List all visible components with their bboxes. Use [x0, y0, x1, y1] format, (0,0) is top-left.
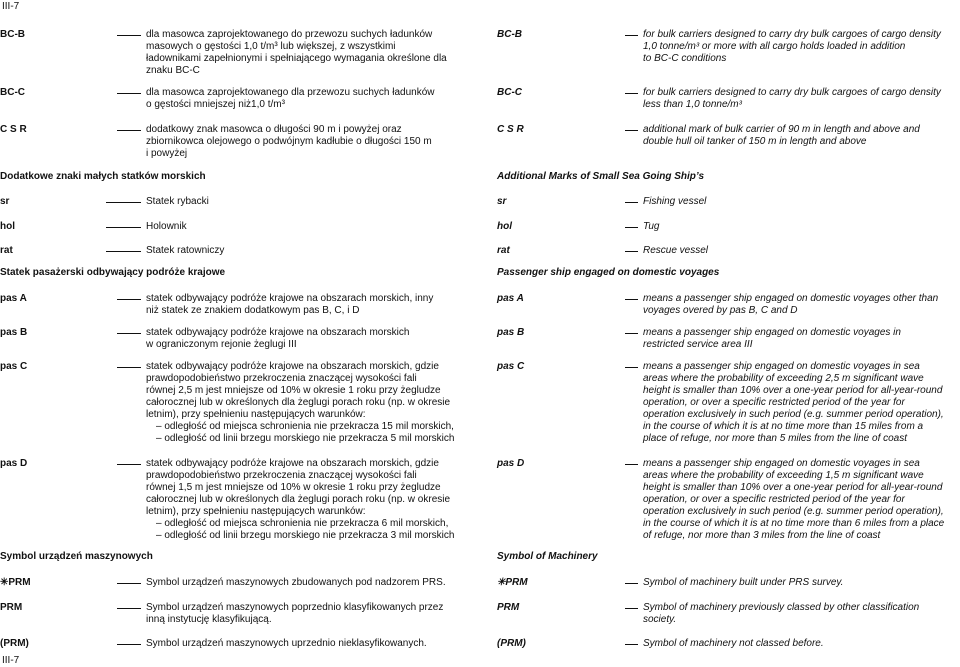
em-dash-separator — [625, 202, 638, 203]
em-dash-separator — [106, 251, 141, 252]
description-line: means a passenger ship engaged on domestic voyages other than — [643, 293, 939, 304]
description-line: letnim), przy spełnieniu następujących warunków: — [146, 506, 366, 517]
page-number-bottom: III-7 — [2, 655, 20, 666]
passenger-mark-description — [643, 458, 960, 542]
bulk-mark-code: C S R — [0, 124, 27, 135]
description-line: society. — [643, 614, 677, 625]
description-line: całorocznej lub w określonych dla żeglugi porach roku (np. w okresie — [146, 397, 451, 408]
small-ship-mark-code: hol — [0, 221, 15, 232]
description-line: inną instytucję klasyfikującą. — [146, 614, 272, 625]
description-line: letnim), przy spełnieniu następujących warunków: — [146, 409, 366, 420]
description-line: operation exclusively in such period (e.g. summer period operation), — [643, 409, 944, 420]
section-heading-small-ships: Additional Marks of Small Sea Going Ship’s — [497, 171, 705, 182]
description-line: place of refuge, nor more than 5 miles from the line of coast — [643, 433, 908, 444]
bulk-mark-description — [643, 87, 960, 111]
description-line: Symbol urządzeń maszynowych uprzednio nieklasyfikowanych. — [146, 638, 427, 649]
em-dash-separator — [625, 464, 638, 465]
machinery-symbol-code: (PRM) — [497, 638, 526, 649]
em-dash-separator — [106, 227, 141, 228]
machinery-symbol-description — [146, 602, 476, 626]
description-line: prawdopodobieństwo przekroczenia znaczącej wysokości fali — [146, 470, 417, 481]
description-line: w ograniczonym rejonie żeglugi III — [146, 339, 297, 350]
description-line: prawdopodobieństwo przekroczenia znaczącej wysokości fali — [146, 373, 417, 384]
bulk-mark-code: BC-B — [497, 29, 522, 40]
description-line: in the course of which it is at no time more than 15 miles from a — [643, 421, 924, 432]
small-ship-mark-description — [643, 221, 960, 233]
section-heading-passenger: Statek pasażerski odbywający podróże krajowe — [0, 267, 226, 278]
description-line: operation exclusively in such period (e.g. summer period operation), — [643, 506, 944, 517]
description-line: areas where the probability of exceeding 1,5 m significant wave — [643, 470, 924, 481]
description-line: height is smaller than 10% over a one-year period for all-year-round — [643, 385, 943, 396]
description-line: Symbol urządzeń maszynowych zbudowanych pod nadzorem PRS. — [146, 577, 446, 588]
description-line: Statek ratowniczy — [146, 245, 225, 256]
machinery-symbol-code: ✳PRM — [497, 577, 528, 588]
machinery-symbol-description — [643, 638, 960, 650]
description-line: to BC-C conditions — [643, 53, 727, 64]
description-line: znaku BC-C — [146, 65, 200, 76]
machinery-symbol-code: PRM — [0, 602, 23, 613]
passenger-mark-code: pas D — [0, 458, 28, 469]
em-dash-separator — [117, 93, 141, 94]
description-line: statek odbywający podróże krajowe na obszarach morskich, gdzie — [146, 361, 439, 372]
description-line: additional mark of bulk carrier of 90 m in length and above and — [643, 124, 920, 135]
description-line: Rescue vessel — [643, 245, 709, 256]
passenger-mark-description — [146, 458, 476, 542]
description-line: less than 1,0 tonne/m³ — [643, 99, 742, 110]
bulk-mark-description — [643, 124, 960, 148]
description-line: dodatkowy znak masowca o długości 90 m i powyżej oraz — [146, 124, 402, 135]
bulk-mark-code: BC-C — [497, 87, 522, 98]
machinery-symbol-code: ✳PRM — [0, 577, 31, 588]
description-line: – odległość od miejsca schronienia nie przekracza 15 mil morskich, — [156, 421, 454, 432]
bulk-mark-description — [146, 124, 476, 160]
bulk-mark-code: C S R — [497, 124, 524, 135]
em-dash-separator — [117, 464, 141, 465]
small-ship-mark-code: sr — [0, 196, 10, 207]
em-dash-separator — [117, 130, 141, 131]
description-line: means a passenger ship engaged on domestic voyages in — [643, 327, 901, 338]
small-ship-mark-description — [146, 221, 476, 233]
description-line: niż statek ze znakiem dodatkowym pas B, C, i D — [146, 305, 360, 316]
em-dash-separator — [117, 367, 141, 368]
em-dash-separator — [117, 299, 141, 300]
description-line: ładownikami zapełnionymi i spełniającego wymagania określone dla — [146, 53, 447, 64]
passenger-mark-code: pas B — [497, 327, 525, 338]
description-line: i powyżej — [146, 148, 188, 159]
em-dash-separator — [625, 299, 638, 300]
description-line: statek odbywający podróże krajowe na obszarach morskich, gdzie — [146, 458, 439, 469]
small-ship-mark-code: rat — [0, 245, 13, 256]
passenger-mark-code: pas D — [497, 458, 525, 469]
small-ship-mark-description — [643, 245, 960, 257]
passenger-mark-code: pas C — [0, 361, 28, 372]
machinery-symbol-code: (PRM) — [0, 638, 29, 649]
description-line: for bulk carriers designed to carry dry bulk cargoes of cargo density — [643, 29, 941, 40]
description-line: statek odbywający podróże krajowe na obszarach morskich, inny — [146, 293, 434, 304]
em-dash-separator — [625, 93, 638, 94]
description-line: Symbol of machinery previously classed by other classification — [643, 602, 920, 613]
description-line: Symbol of machinery built under PRS survey. — [643, 577, 844, 588]
description-line: – odległość od linii brzegu morskiego nie przekracza 5 mil morskich — [156, 433, 455, 444]
description-line: operation, or over a specific restricted period of the year for — [643, 397, 905, 408]
section-heading-passenger: Passenger ship engaged on domestic voyages — [497, 267, 720, 278]
machinery-symbol-description — [146, 577, 476, 589]
description-line: o gęstości mniejszej niż1,0 t/m³ — [146, 99, 285, 110]
passenger-mark-description — [643, 361, 960, 445]
small-ship-mark-code: rat — [497, 245, 510, 256]
description-line: dla masowca zaprojektowanego do przewozu suchych ładunków — [146, 29, 433, 40]
em-dash-separator — [625, 583, 638, 584]
passenger-mark-code: pas C — [497, 361, 525, 372]
em-dash-separator — [117, 608, 141, 609]
passenger-mark-description — [146, 293, 476, 317]
description-line: voyages overed by pas B, C and D — [643, 305, 798, 316]
bulk-mark-description — [146, 29, 476, 77]
description-line: double hull oil tanker of 150 m in length and above — [643, 136, 867, 147]
em-dash-separator — [625, 130, 638, 131]
description-line: Symbol urządzeń maszynowych poprzednio klasyfikowanych przez — [146, 602, 444, 613]
description-line: równej 2,5 m jest mniejsze od 10% w okresie 1 roku przy żegludze — [146, 385, 441, 396]
section-heading-small-ships: Dodatkowe znaki małych statków morskich — [0, 171, 206, 182]
description-line: means a passenger ship engaged on domestic voyages in sea — [643, 361, 920, 372]
description-line: dla masowca zaprojektowanego dla przewozu suchych ładunków — [146, 87, 435, 98]
description-line: Fishing vessel — [643, 196, 707, 207]
em-dash-separator — [625, 227, 638, 228]
small-ship-mark-description — [146, 245, 476, 257]
em-dash-separator — [625, 608, 638, 609]
machinery-symbol-code: PRM — [497, 602, 520, 613]
description-line: operation, or over a specific restricted period of the year for — [643, 494, 905, 505]
em-dash-separator — [106, 202, 141, 203]
description-line: całorocznej lub w określonych dla żeglugi porach roku (np. w okresie — [146, 494, 451, 505]
passenger-mark-code: pas A — [497, 293, 524, 304]
bulk-mark-code: BC-B — [0, 29, 25, 40]
small-ship-mark-code: hol — [497, 221, 512, 232]
passenger-mark-code: pas A — [0, 293, 27, 304]
passenger-mark-description — [643, 327, 960, 351]
description-line: for bulk carriers designed to carry dry bulk cargoes of cargo density — [643, 87, 941, 98]
em-dash-separator — [625, 367, 638, 368]
description-line: – odległość od linii brzegu morskiego nie przekracza 3 mil morskich — [156, 530, 455, 541]
small-ship-mark-code: sr — [497, 196, 507, 207]
description-line: Tug — [643, 221, 660, 232]
machinery-symbol-description — [146, 638, 476, 650]
description-line: Holownik — [146, 221, 187, 232]
description-line: statek odbywający podróże krajowe na obszarach morskich — [146, 327, 410, 338]
description-line: restricted service area III — [643, 339, 753, 350]
description-line: means a passenger ship engaged on domestic voyages in sea — [643, 458, 920, 469]
em-dash-separator — [117, 644, 141, 645]
passenger-mark-code: pas B — [0, 327, 28, 338]
description-line: 1,0 tonne/m³ or more with all cargo holds loaded in addition — [643, 41, 906, 52]
description-line: Statek rybacki — [146, 196, 209, 207]
machinery-symbol-description — [643, 577, 960, 589]
section-heading-machinery: Symbol of Machinery — [497, 551, 598, 562]
em-dash-separator — [625, 333, 638, 334]
page-number-top: III-7 — [2, 1, 20, 12]
bulk-mark-code: BC-C — [0, 87, 25, 98]
small-ship-mark-description — [146, 196, 476, 208]
em-dash-separator — [117, 583, 141, 584]
em-dash-separator — [625, 251, 638, 252]
machinery-symbol-description — [643, 602, 960, 626]
passenger-mark-description — [146, 361, 476, 445]
passenger-mark-description — [146, 327, 476, 351]
bulk-mark-description — [146, 87, 476, 111]
description-line: Symbol of machinery not classed before. — [643, 638, 824, 649]
section-heading-machinery: Symbol urządzeń maszynowych — [0, 551, 153, 562]
description-line: równej 1,5 m jest mniejsze od 10% w okresie 1 roku przy żegludze — [146, 482, 441, 493]
em-dash-separator — [117, 333, 141, 334]
description-line: in the course of which it is at no time more than 6 miles from a place — [643, 518, 945, 529]
em-dash-separator — [117, 35, 141, 36]
description-line: height is smaller than 10% over a one-year period for all-year-round — [643, 482, 943, 493]
em-dash-separator — [625, 644, 638, 645]
description-line: zbiornikowca olejowego o podwójnym kadłubie o długości 150 m — [146, 136, 432, 147]
description-line: areas where the probability of exceeding 2,5 m significant wave — [643, 373, 924, 384]
small-ship-mark-description — [643, 196, 960, 208]
bulk-mark-description — [643, 29, 960, 65]
description-line: – odległość od miejsca schronienia nie przekracza 6 mil morskich, — [156, 518, 449, 529]
description-line: masowych o gęstości 1,0 t/m³ lub większej, z wszystkimi — [146, 41, 396, 52]
passenger-mark-description — [643, 293, 960, 317]
description-line: of refuge, nor more than 3 miles from the line of coast — [643, 530, 881, 541]
em-dash-separator — [625, 35, 638, 36]
